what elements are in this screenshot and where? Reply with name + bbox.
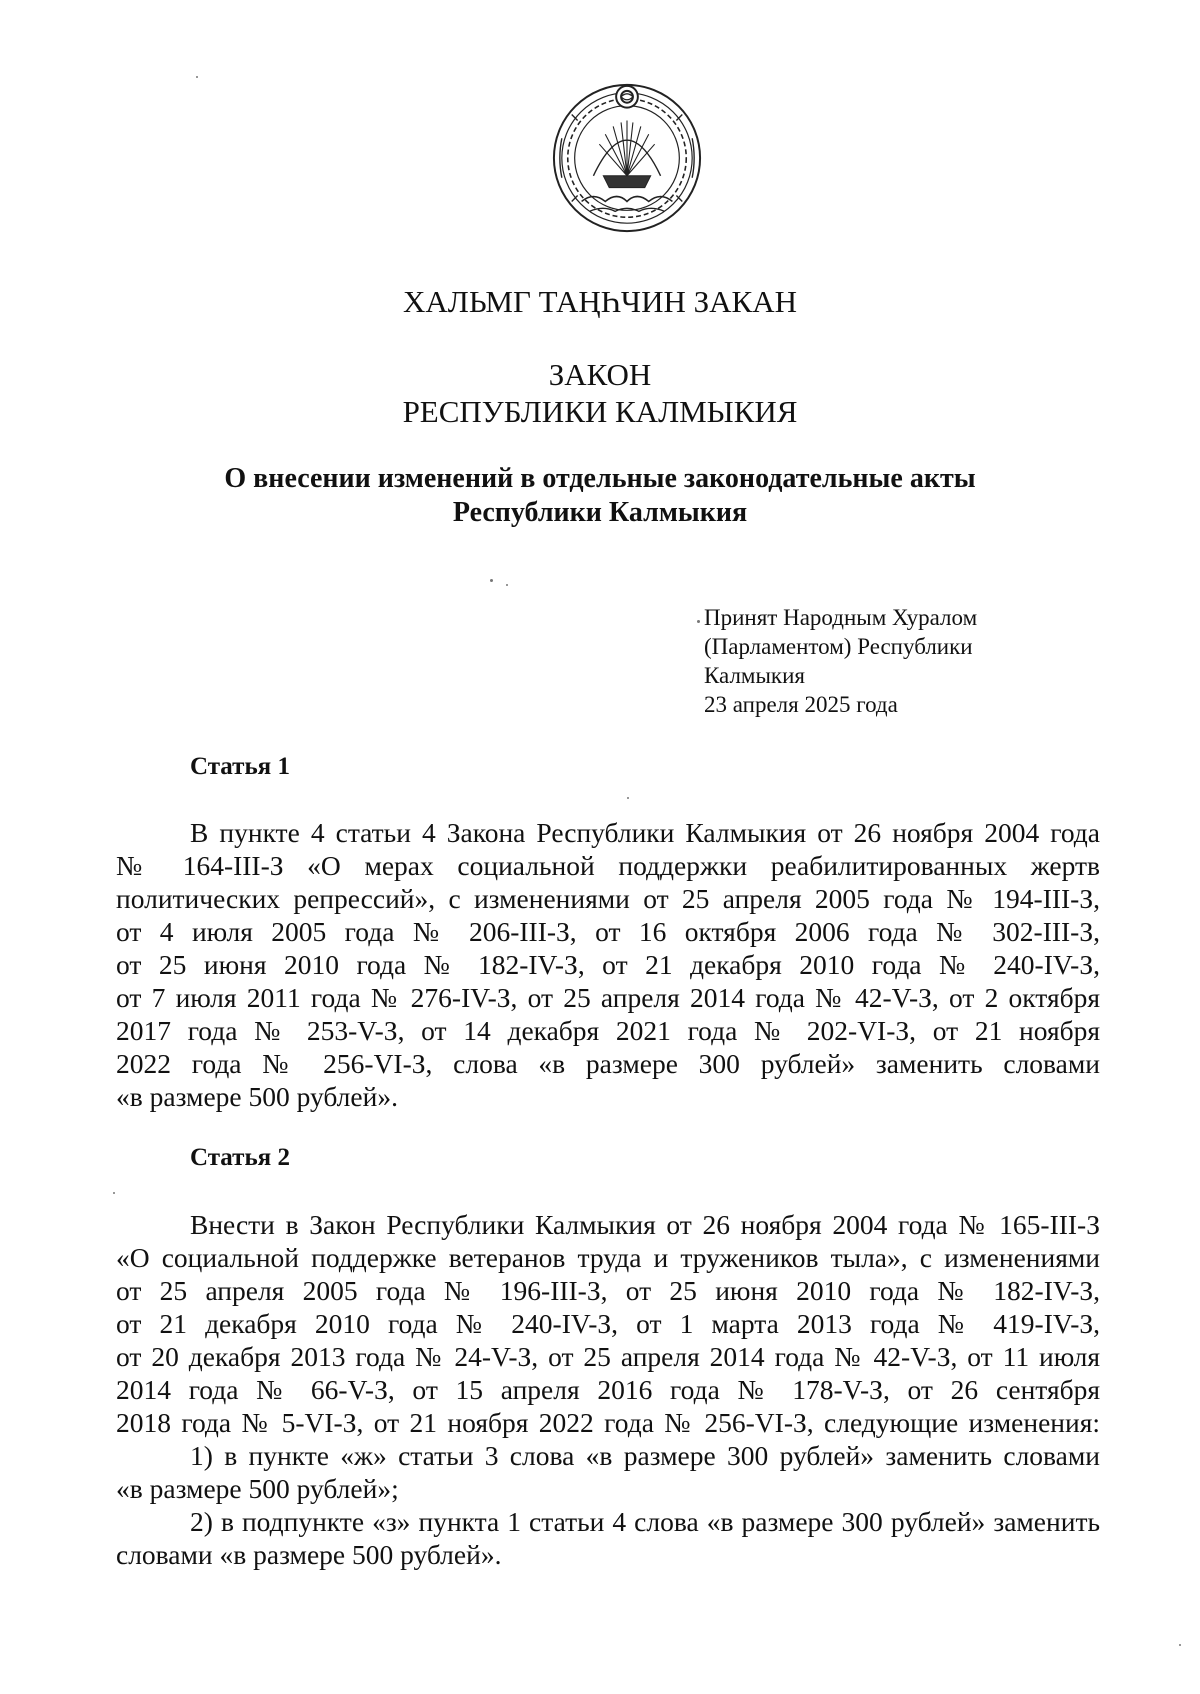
article-1-line: от 7 июля 2011 года № 276-IV-З, от 25 апреля 2014 года № 42-V-З, от 2 октября [116, 982, 1100, 1013]
scan-speck [1179, 1644, 1181, 1646]
kalmykia-emblem-icon [548, 79, 706, 237]
article-1-line: 2022 года № 256-VI-З, слова «в размере 300 рублей» заменить словами [116, 1048, 1100, 1079]
kalmyk-title: ХАЛЬМГ ТАҢҺЧИН ЗАКАН [403, 284, 797, 319]
adoption-date: 23 апреля 2025 года [704, 692, 898, 717]
article-1-line: от 4 июля 2005 года № 206-III-З, от 16 октября 2006 года № 302-III-З, [116, 916, 1100, 947]
article-1-line: 2017 года № 253-V-З, от 14 декабря 2021 года № 202-VI-З, от 21 ноября [116, 1015, 1100, 1046]
article-1-line: В пункте 4 статьи 4 Закона Республики Калмыкия от 26 ноября 2004 года [190, 817, 1100, 848]
article-1-line: «в размере 500 рублей». [116, 1081, 398, 1112]
article-2-line: 2014 года № 66-V-З, от 15 апреля 2016 года № 178-V-З, от 26 сентября [116, 1374, 1100, 1405]
law-subject-line: О внесении изменений в отдельные законодательные акты [224, 463, 976, 494]
article-2-amendment-line: «в размере 500 рублей»; [116, 1473, 399, 1504]
article-2-line: от 20 декабря 2013 года № 24-V-З, от 25 апреля 2014 года № 42-V-З, от 11 июля [116, 1341, 1100, 1372]
scan-speck [627, 797, 629, 799]
article-1-heading: Статья 1 [190, 753, 290, 780]
law-subject-line: Республики Калмыкия [452, 497, 748, 528]
article-2-amendment-line: 2) в подпункте «з» пункта 1 статьи 4 слова «в размере 300 рублей» заменить [190, 1506, 1100, 1537]
scan-speck [196, 76, 198, 78]
article-2-line: «О социальной поддержке ветеранов труда и тружеников тыла», с изменениями [116, 1242, 1100, 1273]
scan-speck [490, 579, 493, 582]
article-1-line: № 164-III-З «О мерах социальной поддержки реабилитированных жертв [116, 850, 1100, 881]
republic-title: РЕСПУБЛИКИ КАЛМЫКИЯ [402, 394, 798, 429]
scan-speck [506, 584, 508, 586]
adoption-line: Принят Народным Хуралом [704, 605, 978, 630]
article-2-line: от 21 декабря 2010 года № 240-IV-З, от 1 марта 2013 года № 419-IV-З, [116, 1308, 1100, 1339]
scan-speck [697, 620, 700, 623]
article-2-amendment-line: словами «в размере 500 рублей». [116, 1539, 502, 1570]
article-2-amendment-line: 1) в пункте «ж» статьи 3 слова «в размере 300 рублей» заменить словами [190, 1440, 1100, 1471]
article-2-heading: Статья 2 [190, 1144, 290, 1171]
law-title: ЗАКОН [548, 357, 652, 392]
scan-speck [113, 1192, 115, 1194]
article-2-line: Внести в Закон Республики Калмыкия от 26 ноября 2004 года № 165-III-З [190, 1209, 1100, 1240]
adoption-line: (Парламентом) Республики [704, 634, 973, 659]
article-2-line: 2018 года № 5-VI-З, от 21 ноября 2022 года № 256-VI-З, следующие изменения: [116, 1407, 1100, 1438]
article-2-line: от 25 апреля 2005 года № 196-III-З, от 25 июня 2010 года № 182-IV-З, [116, 1275, 1100, 1306]
article-1-line: от 25 июня 2010 года № 182-IV-З, от 21 декабря 2010 года № 240-IV-З, [116, 949, 1100, 980]
adoption-line: Калмыкия [704, 663, 805, 688]
article-1-line: политических репрессий», с изменениями от 25 апреля 2005 года № 194-III-З, [116, 883, 1100, 914]
